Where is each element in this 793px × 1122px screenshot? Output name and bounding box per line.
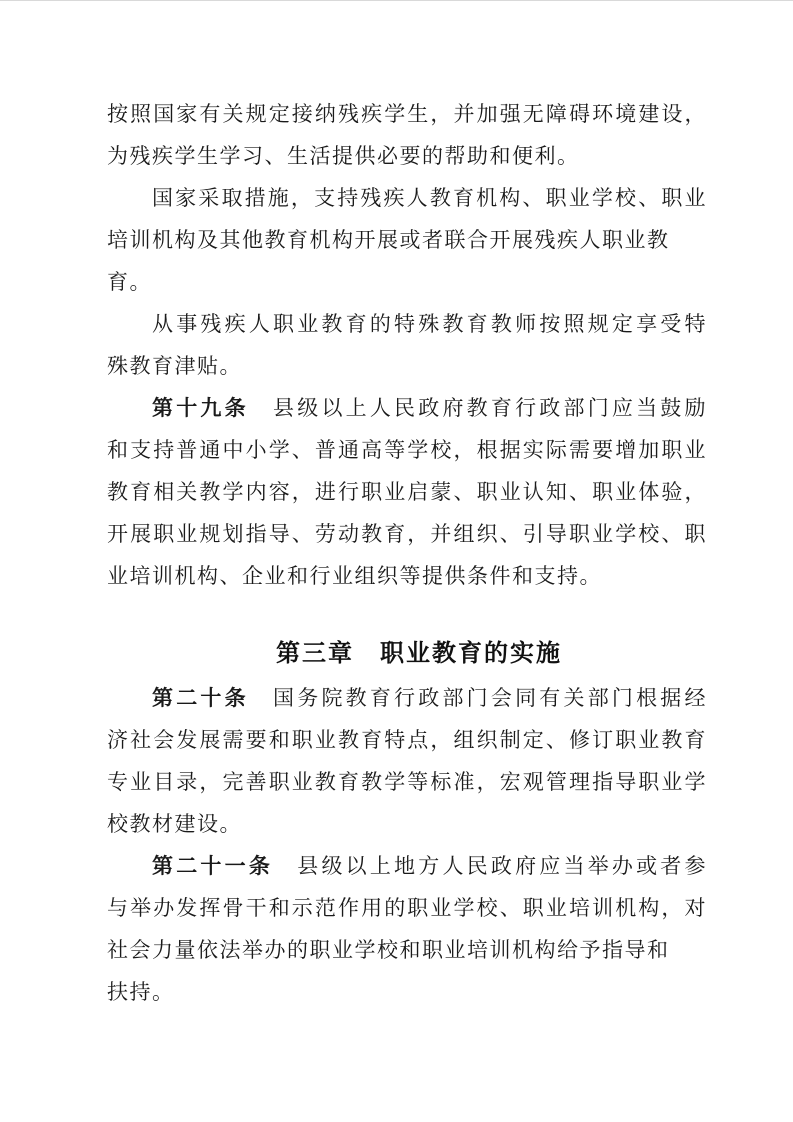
text-segment: 社会力量依法举办的职业学校和职业培训机构给予指导和 [107,938,670,962]
text-line [107,471,707,513]
text-line [107,971,707,1013]
text-segment: 开展职业规划指导、劳动教育，并组织、引导职业学校、职 [107,522,707,546]
text-segment: 济社会发展需要和职业教育特点，组织制定、修订职业教育 [107,728,707,752]
text-line [107,135,707,177]
text-line [107,929,707,971]
text-segment: 教育相关教学内容，进行职业启蒙、职业认知、职业体验， [107,480,707,504]
text-line [107,845,707,887]
text-line [107,761,707,803]
text-line [107,887,707,929]
text-line [107,803,707,845]
text-segment: 县级以上地方人民政府应当举办或者参 [273,854,708,878]
text-segment: 国务院教育行政部门会同有关部门根据经 [248,686,708,710]
text-segment: 扶持。 [107,980,175,1004]
text-line [107,387,707,429]
text-segment: 与举办发挥骨干和示范作用的职业学校、职业培训机构，对 [107,896,707,920]
text-segment: 和支持普通中小学、普通高等学校，根据实际需要增加职业 [107,438,707,462]
text-segment: 从事残疾人职业教育的特殊教育教师按照规定享受特 [152,312,707,336]
text-segment: 县级以上人民政府教育行政部门应当鼓励 [248,396,708,420]
chapter-heading [131,633,707,675]
page-top-edge [0,0,793,1]
text-segment: 校教材建设。 [107,812,242,836]
text-line [107,177,707,219]
text-line [107,719,707,761]
article-number: 第十九条 [152,397,249,420]
text-line [107,261,707,303]
text-segment: 为残疾学生学习、生活提供必要的帮助和便利。 [107,144,580,168]
text-segment: 专业目录，完善职业教育教学等标准，宏观管理指导职业学 [107,770,707,794]
text-line [107,219,707,261]
text-line [107,93,707,135]
text-segment: 培训机构及其他教育机构开展或者联合开展残疾人职业教 [107,228,670,252]
article-number: 第三章 职业教育的实施 [276,640,562,667]
text-line [107,429,707,471]
text-line [107,303,707,345]
text-line [107,677,707,719]
text-line [107,345,707,387]
text-segment: 殊教育津贴。 [107,354,242,378]
text-segment: 按照国家有关规定接纳残疾学生，并加强无障碍环境建设， [107,102,707,126]
text-line [107,555,707,597]
text-segment: 业培训机构、企业和行业组织等提供条件和支持。 [107,564,602,588]
text-segment: 国家采取措施，支持残疾人教育机构、职业学校、职业 [152,186,707,210]
document-text-block [107,93,707,1013]
article-number: 第二十一条 [152,855,274,878]
text-segment: 育。 [107,270,152,294]
text-line [107,513,707,555]
article-number: 第二十条 [152,687,249,710]
